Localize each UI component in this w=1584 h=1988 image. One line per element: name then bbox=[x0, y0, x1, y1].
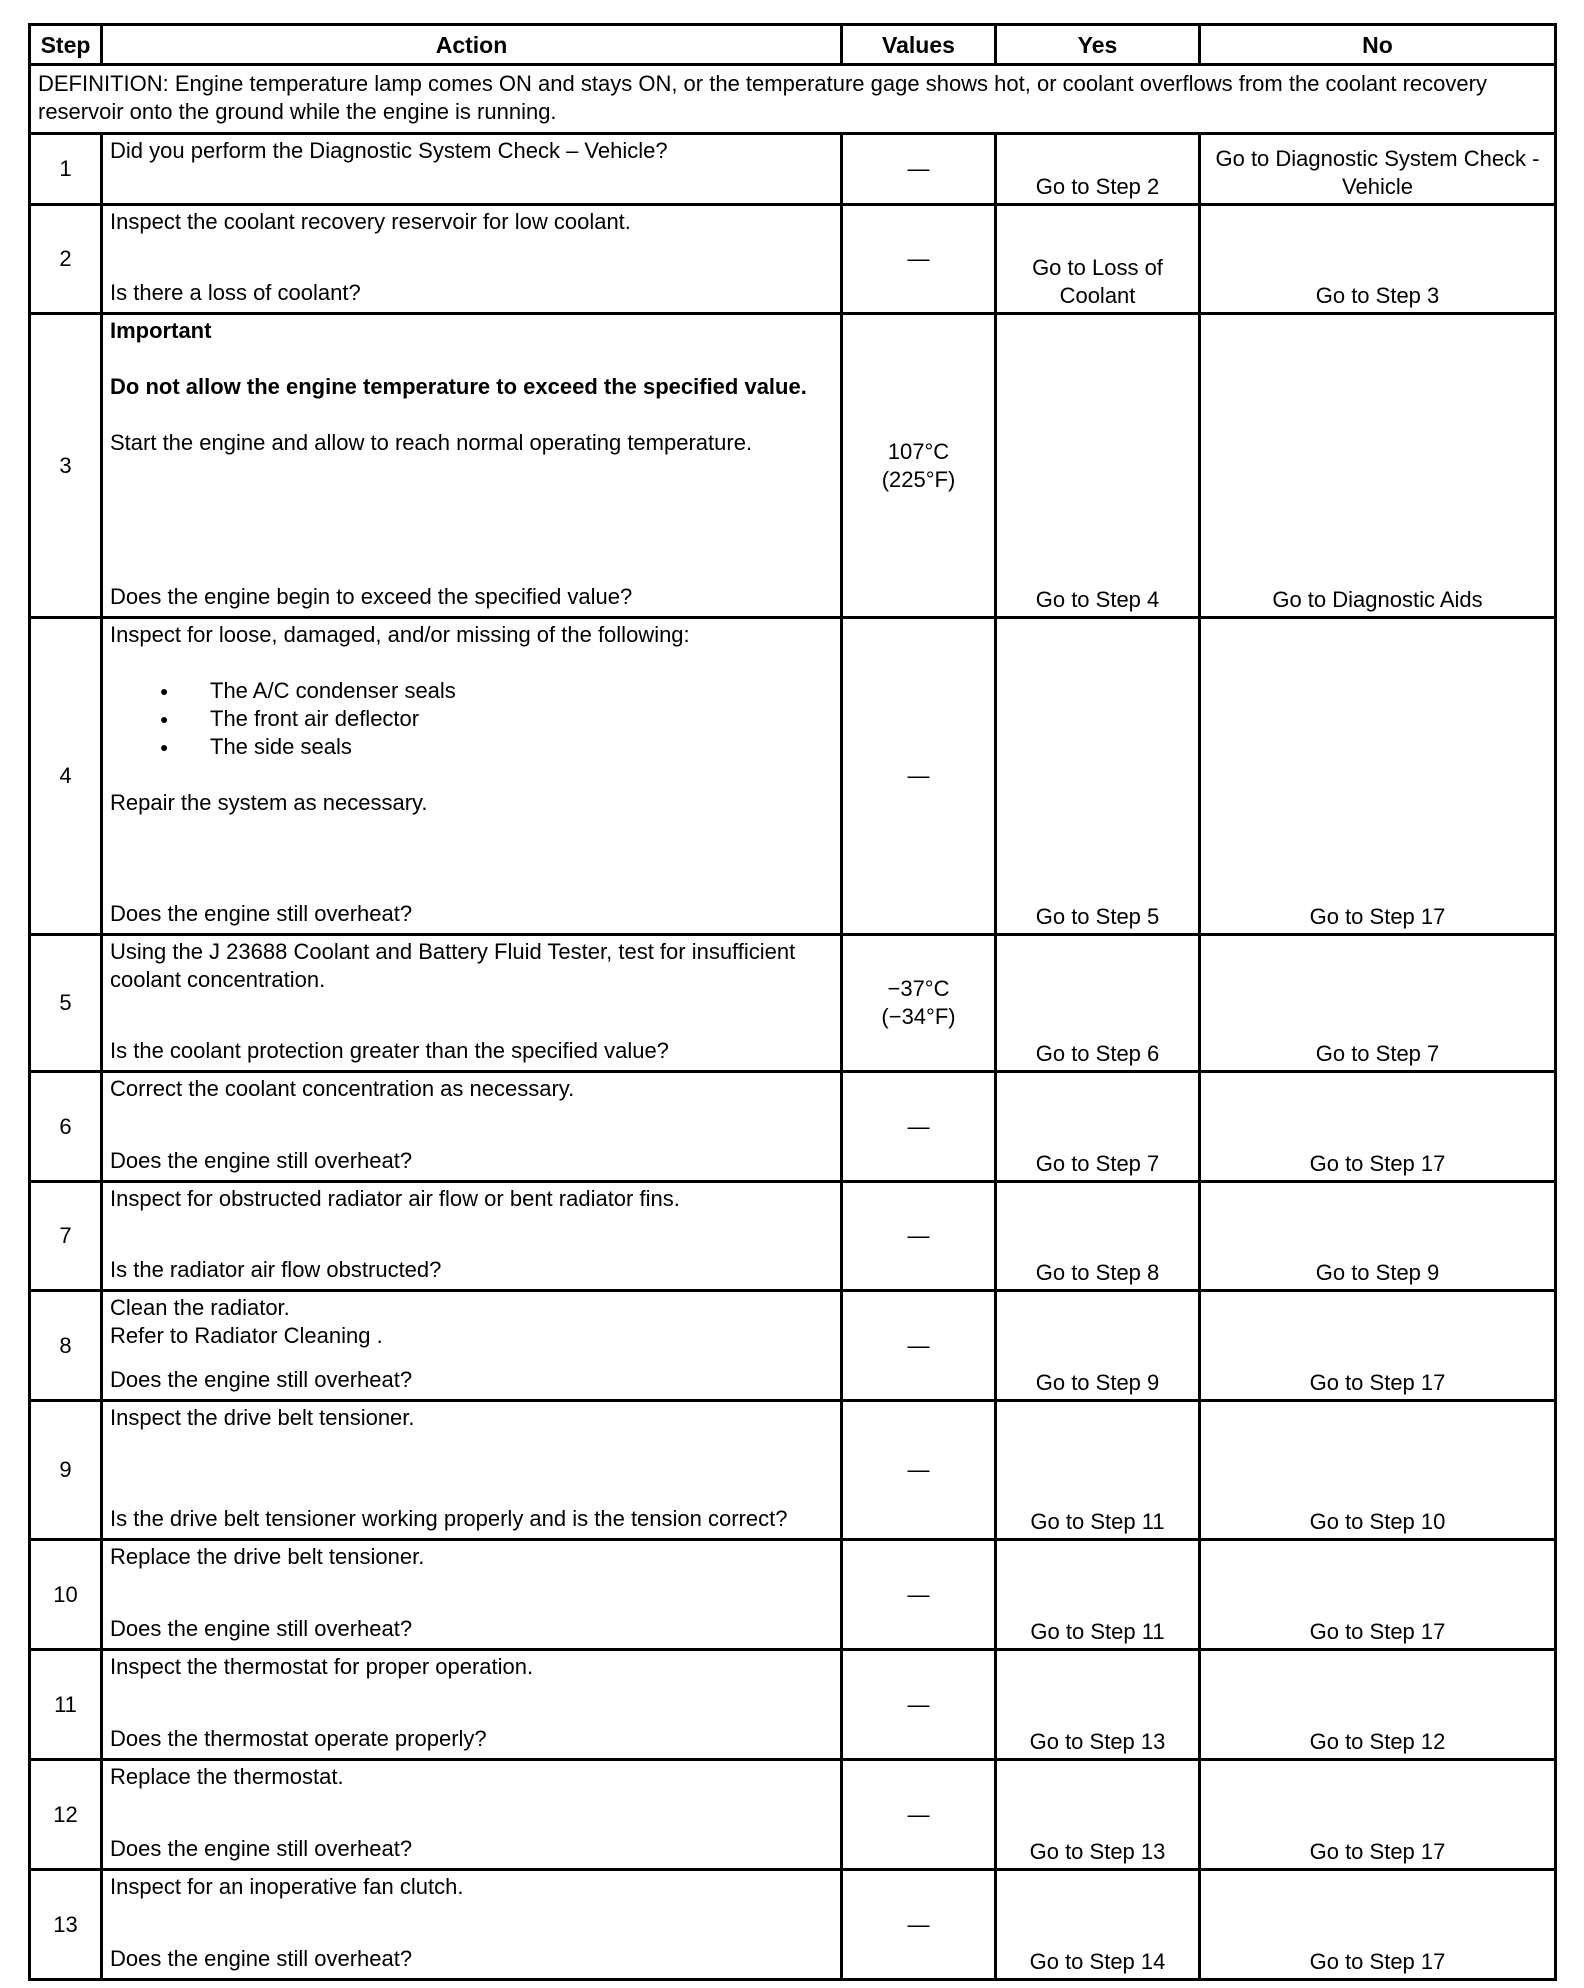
values-cell: — bbox=[842, 1870, 996, 1980]
action-cell bbox=[102, 1291, 842, 1401]
action-cell bbox=[102, 205, 842, 314]
step-number: 9 bbox=[30, 1401, 102, 1540]
action-content bbox=[110, 1543, 833, 1643]
bullet-item: ● The side seals bbox=[110, 733, 833, 761]
action-cell bbox=[102, 1760, 842, 1870]
action-text: Repair the system as necessary. bbox=[110, 790, 428, 815]
action-cell bbox=[102, 134, 842, 205]
step-number: 11 bbox=[30, 1650, 102, 1760]
action-text: Replace the thermostat. bbox=[110, 1764, 344, 1789]
yes-cell: Go to Step 8 bbox=[996, 1182, 1200, 1291]
header-yes: Yes bbox=[996, 25, 1200, 65]
action-question: Does the engine still overheat? bbox=[110, 1616, 413, 1641]
action-text: Did you perform the Diagnostic System Check – Vehicle? bbox=[110, 138, 668, 163]
action-text: Inspect for loose, damaged, and/or missing of the following: bbox=[110, 622, 690, 647]
step-number: 4 bbox=[30, 618, 102, 935]
no-cell: Go to Diagnostic Aids bbox=[1200, 314, 1556, 618]
action-text: Start the engine and allow to reach normal operating temperature. bbox=[110, 430, 753, 455]
action-question: Does the engine still overheat? bbox=[110, 1836, 413, 1861]
values-cell: −37°C (−34°F) bbox=[842, 935, 996, 1072]
action-text: Inspect the coolant recovery reservoir for low coolant. bbox=[110, 209, 631, 234]
action-question: Does the thermostat operate properly? bbox=[110, 1726, 487, 1751]
yes-cell: Go to Step 6 bbox=[996, 935, 1200, 1072]
action-cell bbox=[102, 1072, 842, 1182]
action-text: Inspect for obstructed radiator air flow or bent radiator fins. bbox=[110, 1186, 680, 1211]
table-row bbox=[30, 1650, 1556, 1760]
action-cell bbox=[102, 1540, 842, 1650]
no-cell: Go to Step 17 bbox=[1200, 1072, 1556, 1182]
bullet-item: ● The front air deflector bbox=[110, 705, 833, 733]
action-content bbox=[110, 938, 833, 1065]
definition-row bbox=[30, 65, 1556, 134]
yes-cell: Go to Loss of Coolant bbox=[996, 205, 1200, 314]
action-cell bbox=[102, 1401, 842, 1540]
table-row bbox=[30, 1540, 1556, 1650]
table-row bbox=[30, 314, 1556, 618]
values-cell: — bbox=[842, 1650, 996, 1760]
action-question: Is the coolant protection greater than the specified value? bbox=[110, 1038, 669, 1063]
action-content bbox=[110, 621, 833, 928]
no-cell: Go to Step 9 bbox=[1200, 1182, 1556, 1291]
values-cell: — bbox=[842, 1401, 996, 1540]
action-content bbox=[110, 1075, 833, 1175]
values-cell: — bbox=[842, 1760, 996, 1870]
header-no: No bbox=[1200, 25, 1556, 65]
header-step: Step bbox=[30, 25, 102, 65]
action-text: Inspect the drive belt tensioner. bbox=[110, 1405, 415, 1430]
yes-cell: Go to Step 9 bbox=[996, 1291, 1200, 1401]
spacer bbox=[110, 345, 833, 373]
no-cell: Go to Step 3 bbox=[1200, 205, 1556, 314]
values-cell: — bbox=[842, 1540, 996, 1650]
action-text: Do not allow the engine temperature to exceed the specified value. bbox=[110, 374, 807, 399]
values-cell: — bbox=[842, 205, 996, 314]
step-number: 12 bbox=[30, 1760, 102, 1870]
values-cell: — bbox=[842, 1182, 996, 1291]
table-row bbox=[30, 1291, 1556, 1401]
action-content bbox=[110, 1404, 833, 1533]
no-cell: Go to Diagnostic System Check - Vehicle bbox=[1200, 134, 1556, 205]
action-question: Does the engine still overheat? bbox=[110, 1367, 413, 1392]
yes-cell: Go to Step 11 bbox=[996, 1540, 1200, 1650]
values-cell: — bbox=[842, 1291, 996, 1401]
step-number: 6 bbox=[30, 1072, 102, 1182]
no-cell: Go to Step 17 bbox=[1200, 1540, 1556, 1650]
step-number: 13 bbox=[30, 1870, 102, 1980]
values-cell: — bbox=[842, 1072, 996, 1182]
yes-cell: Go to Step 2 bbox=[996, 134, 1200, 205]
no-cell: Go to Step 12 bbox=[1200, 1650, 1556, 1760]
values-cell: — bbox=[842, 618, 996, 935]
action-text: Clean the radiator. bbox=[110, 1295, 290, 1320]
step-number: 7 bbox=[30, 1182, 102, 1291]
header-action: Action bbox=[102, 25, 842, 65]
action-content bbox=[110, 1873, 833, 1973]
no-cell: Go to Step 17 bbox=[1200, 618, 1556, 935]
step-number: 5 bbox=[30, 935, 102, 1072]
action-text: Refer to Radiator Cleaning . bbox=[110, 1323, 383, 1348]
table-row bbox=[30, 1182, 1556, 1291]
action-question: Does the engine still overheat? bbox=[110, 1946, 413, 1971]
yes-cell: Go to Step 5 bbox=[996, 618, 1200, 935]
yes-cell: Go to Step 11 bbox=[996, 1401, 1200, 1540]
bullet-item: ● The A/C condenser seals bbox=[110, 677, 833, 705]
yes-cell: Go to Step 4 bbox=[996, 314, 1200, 618]
table-row bbox=[30, 1870, 1556, 1980]
no-cell: Go to Step 17 bbox=[1200, 1760, 1556, 1870]
action-content bbox=[110, 208, 833, 307]
action-cell bbox=[102, 618, 842, 935]
yes-cell: Go to Step 14 bbox=[996, 1870, 1200, 1980]
action-cell bbox=[102, 935, 842, 1072]
action-question: Does the engine begin to exceed the specified value? bbox=[110, 584, 633, 609]
definition-text: DEFINITION: Engine temperature lamp comes ON and stays ON, or the temperature gage shows hot, or coolant overflows from the coolant recovery reservoir onto the ground while the engine is running. bbox=[30, 65, 1556, 134]
action-cell bbox=[102, 314, 842, 618]
action-text: Correct the coolant concentration as necessary. bbox=[110, 1076, 575, 1101]
no-cell: Go to Step 10 bbox=[1200, 1401, 1556, 1540]
action-question: Is there a loss of coolant? bbox=[110, 280, 361, 305]
table-row bbox=[30, 1401, 1556, 1540]
step-number: 2 bbox=[30, 205, 102, 314]
table-row bbox=[30, 618, 1556, 935]
table-row bbox=[30, 1760, 1556, 1870]
spacer bbox=[110, 401, 833, 429]
spacer bbox=[110, 761, 833, 789]
table-row bbox=[30, 935, 1556, 1072]
values-cell: — bbox=[842, 134, 996, 205]
no-cell: Go to Step 7 bbox=[1200, 935, 1556, 1072]
action-text: Inspect the thermostat for proper operation. bbox=[110, 1654, 534, 1679]
table-row bbox=[30, 134, 1556, 205]
action-cell bbox=[102, 1650, 842, 1760]
step-number: 3 bbox=[30, 314, 102, 618]
yes-cell: Go to Step 13 bbox=[996, 1760, 1200, 1870]
action-question: Does the engine still overheat? bbox=[110, 901, 413, 926]
no-cell: Go to Step 17 bbox=[1200, 1870, 1556, 1980]
yes-cell: Go to Step 7 bbox=[996, 1072, 1200, 1182]
action-cell bbox=[102, 1870, 842, 1980]
action-text: Replace the drive belt tensioner. bbox=[110, 1544, 425, 1569]
header-values: Values bbox=[842, 25, 996, 65]
action-text: Using the J 23688 Coolant and Battery Fluid Tester, test for insufficient coolant concentration. bbox=[110, 939, 796, 992]
step-number: 10 bbox=[30, 1540, 102, 1650]
action-text: Important bbox=[110, 318, 212, 343]
action-question: Does the engine still overheat? bbox=[110, 1148, 413, 1173]
step-number: 1 bbox=[30, 134, 102, 205]
values-cell: 107°C (225°F) bbox=[842, 314, 996, 618]
action-text: Inspect for an inoperative fan clutch. bbox=[110, 1874, 464, 1899]
spacer bbox=[110, 649, 833, 677]
no-cell: Go to Step 17 bbox=[1200, 1291, 1556, 1401]
diagnostic-table bbox=[28, 23, 1557, 1981]
action-content bbox=[110, 1653, 833, 1753]
table-row bbox=[30, 1072, 1556, 1182]
step-number: 8 bbox=[30, 1291, 102, 1401]
action-content bbox=[110, 1763, 833, 1863]
action-content bbox=[110, 1185, 833, 1284]
action-content bbox=[110, 137, 833, 198]
action-cell bbox=[102, 1182, 842, 1291]
header-row bbox=[30, 25, 1556, 65]
action-question: Is the radiator air flow obstructed? bbox=[110, 1257, 442, 1282]
table-row bbox=[30, 205, 1556, 314]
action-content bbox=[110, 317, 833, 611]
action-question: Is the drive belt tensioner working properly and is the tension correct? bbox=[110, 1506, 788, 1531]
action-content bbox=[110, 1294, 833, 1394]
yes-cell: Go to Step 13 bbox=[996, 1650, 1200, 1760]
